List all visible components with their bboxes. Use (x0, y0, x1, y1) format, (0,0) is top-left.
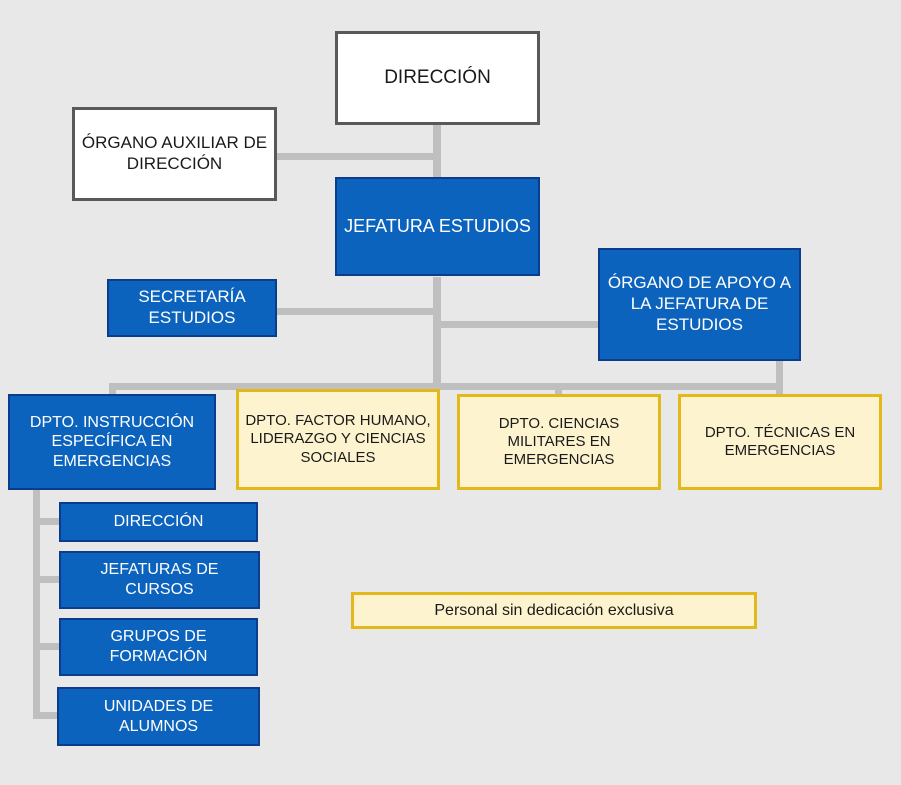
node-dpto-factor-humano[interactable] (236, 389, 440, 490)
node-direccion-label: DIRECCIÓN (384, 67, 491, 89)
connector-sub-direccion (33, 518, 59, 525)
connector-sub-unidades-alumnos (33, 712, 59, 719)
node-jefatura-estudios-label: JEFATURA ESTUDIOS (344, 215, 531, 236)
node-sub-direccion-label: DIRECCIÓN (113, 513, 204, 531)
node-secretaria-estudios-label: SECRETARÍA ESTUDIOS (138, 287, 246, 327)
node-organo-apoyo-label: ÓRGANO DE APOYO A LA JEFATURA DE ESTUDIOS (607, 273, 792, 334)
node-jefatura-estudios[interactable] (335, 177, 540, 276)
node-dpto-tecnicas[interactable] (678, 394, 882, 490)
connector-direccion-to-organo-auxiliar (277, 153, 437, 160)
node-sub-unidades-alumnos-label: UNIDADES DE ALUMNOS (103, 697, 214, 735)
node-sub-unidades-alumnos[interactable] (57, 687, 260, 746)
connector-sub-jefaturas-cursos (33, 576, 59, 583)
node-sub-direccion[interactable] (59, 502, 258, 542)
legend-label: Personal sin dedicación exclusiva (434, 601, 674, 619)
node-organo-auxiliar-label: ÓRGANO AUXILIAR DE DIRECCIÓN (81, 133, 268, 173)
legend-personal-sin-dedicacion (351, 592, 757, 629)
node-sub-jefaturas-cursos-label: JEFATURAS DE CURSOS (100, 561, 219, 598)
node-sub-grupos-formacion[interactable] (59, 618, 258, 676)
connector-departments-bus (112, 383, 783, 390)
node-sub-jefaturas-cursos[interactable] (59, 551, 260, 609)
connector-secretaria-to-trunk (277, 308, 437, 315)
node-dpto-instruccion-label: DPTO. INSTRUCCIÓN ESPECÍFICA EN EMERGENCIAS (29, 413, 195, 470)
node-direccion[interactable] (335, 31, 540, 125)
node-dpto-tecnicas-label: DPTO. TÉCNICAS EN EMERGENCIAS (704, 423, 856, 459)
node-dpto-ciencias-militares-label: DPTO. CIENCIAS MILITARES EN EMERGENCIAS (498, 414, 620, 469)
connector-jefatura-trunk (433, 277, 441, 390)
node-dpto-instruccion[interactable] (8, 394, 216, 490)
node-organo-apoyo[interactable] (598, 248, 801, 361)
connector-sub-grupos-formacion (33, 643, 59, 650)
node-dpto-ciencias-militares[interactable] (457, 394, 661, 490)
node-dpto-factor-humano-label: DPTO. FACTOR HUMANO, LIDERAZGO Y CIENCIAS SOCIALES (245, 412, 431, 466)
node-sub-grupos-formacion-label: GRUPOS DE FORMACIÓN (109, 628, 208, 665)
node-secretaria-estudios[interactable] (107, 279, 277, 337)
node-organo-auxiliar[interactable] (72, 107, 277, 201)
